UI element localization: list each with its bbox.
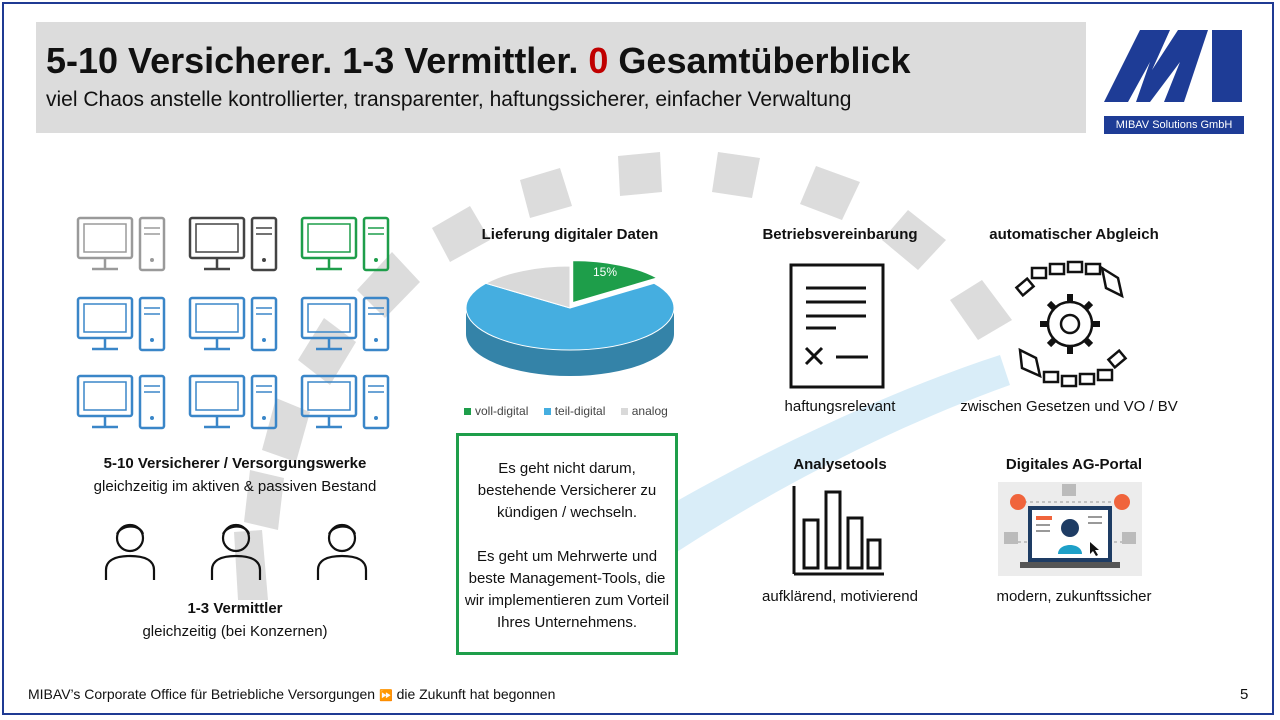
feature-caption-portal: modern, zukunftssicher [996,588,1152,605]
feature-title-analysetools: Analysetools [793,456,887,473]
computers-grid [70,210,400,440]
bar-chart-icon [790,484,886,578]
feature-title-betriebsvereinbarung: Betriebsvereinbarung [762,226,918,243]
logo-m-icon [1100,22,1246,116]
footer-arrow-icon: ⏩ [378,690,393,702]
page-title: 5-10 Versicherer. 1-3 Vermittler. 0 Gesamtüberblick [46,40,911,81]
pie-top [466,261,674,350]
computer-gray-icon [78,218,164,270]
feature-caption-abgleich: zwischen Gesetzen und VO / BV [960,398,1178,415]
footer-text: MIBAV’s Corporate Office für Betriebliche Versorgungen ⏩ die Zukunft hat begonnen [28,686,556,702]
logo-company-name: MIBAV Solutions GmbH [1104,116,1244,134]
computer-blue-icon [302,298,388,350]
page-subtitle: viel Chaos anstelle kontrollierter, transparenter, haftungssicherer, einfacher Verwaltung [46,88,852,111]
page-number: 5 [1240,686,1249,703]
person-icon [106,525,154,580]
legend-item: analog [621,404,668,418]
legend-item: voll-digital [464,404,528,418]
document-sign-icon [788,262,888,392]
computer-blue-icon [190,298,276,350]
pie-data-label: 15% [592,265,618,279]
computer-blue-icon [78,298,164,350]
info-box [456,433,678,655]
info-text-1: Es geht nicht darum, bestehende Versicherer zu kündigen / wechseln. [477,460,657,521]
computer-green-icon [302,218,388,270]
computer-blue-icon [302,376,388,428]
company-logo [1100,22,1246,134]
person-icon [318,525,366,580]
pie-chart [450,250,690,400]
portal-icon [998,482,1142,576]
brokers-icons [100,518,380,588]
gear-sync-icon [1010,258,1134,390]
brokers-title: 1-3 Vermittler [187,600,283,617]
info-text-2: Es geht um Mehrwerte und beste Management-Tools, die wir implementieren zum Vorteil Ihres Unternehmens. [464,548,670,631]
computer-blue-icon [190,376,276,428]
person-icon [212,525,260,580]
title-zero: 0 [588,40,609,81]
feature-title-abgleich: automatischer Abgleich [989,226,1159,243]
computer-dark-icon [190,218,276,270]
legend-item: teil-digital [544,404,606,418]
insurers-title: 5-10 Versicherer / Versorgungswerke [103,455,367,472]
chart-title: Lieferung digitaler Daten [481,226,659,243]
feature-caption-analysetools: aufklärend, motivierend [762,588,918,605]
chart-legend [464,404,680,418]
feature-caption-betriebsvereinbarung: haftungsrelevant [784,398,896,415]
brokers-subtitle: gleichzeitig (bei Konzernen) [142,623,328,640]
feature-title-portal: Digitales AG-Portal [1005,456,1143,473]
computer-blue-icon [78,376,164,428]
insurers-subtitle: gleichzeitig im aktiven & passiven Bestand [93,478,377,495]
